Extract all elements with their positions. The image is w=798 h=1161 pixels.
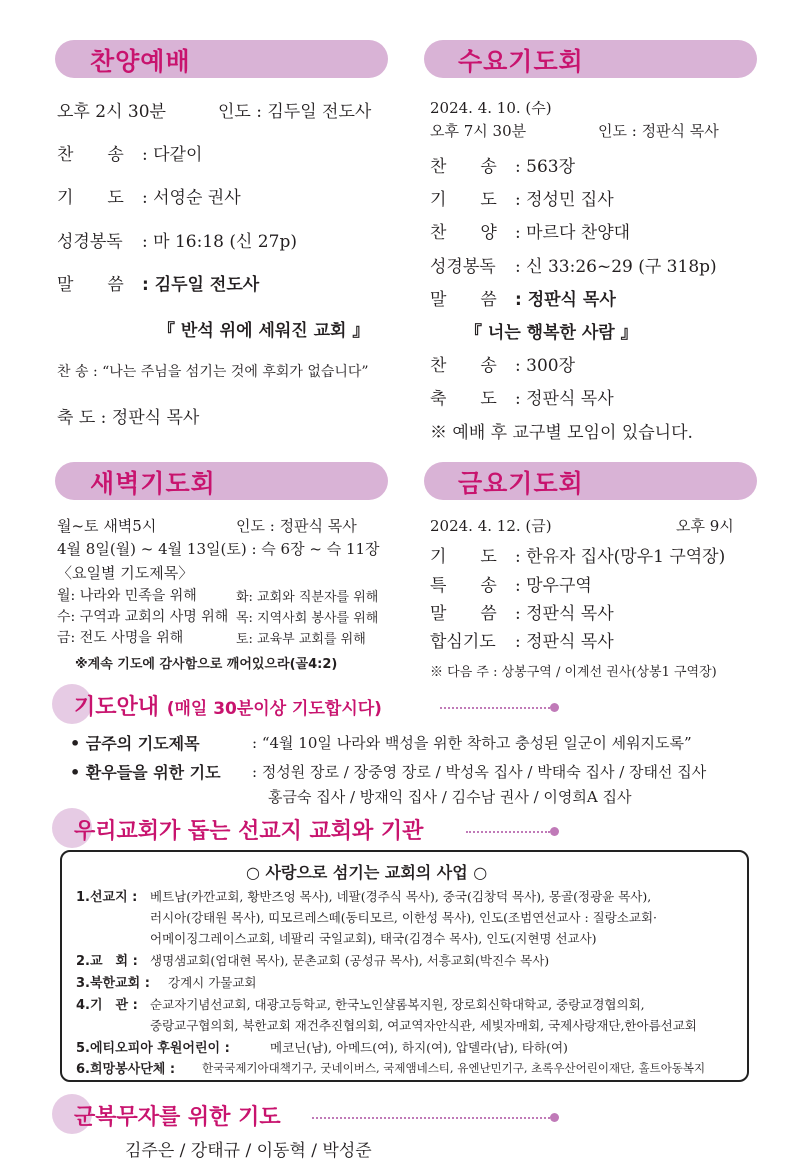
wednesday-row-label: 기 도 — [430, 190, 497, 210]
dawn-leader: 인도 : 정판식 목사 — [236, 517, 357, 535]
wednesday-row-value: : 정판식 목사 — [515, 389, 614, 409]
mission-item-line: 강계시 가물교회 — [168, 975, 257, 990]
wednesday-row-label: 찬 양 — [430, 223, 497, 243]
dawn-topic: 월: 나라와 민족을 위해 — [57, 588, 197, 604]
prayer-topic-value: : “4월 10일 나라와 백성을 위한 착하고 충성된 일군이 세워지도록” — [252, 734, 692, 752]
wednesday-date: 2024. 4. 10. (수) — [430, 99, 552, 117]
dawn-verse: ※계속 기도에 감사함으로 깨어있으라(골4:2) — [75, 657, 338, 672]
mission-item-line: 어메이징그레이스교회, 네팔리 국일교회), 태국(김경수 목사), 인도(지현명 선교사) — [150, 931, 597, 946]
sunday-preacher: : 김두일 전도사 — [142, 275, 260, 295]
wednesday-row-value: : 300장 — [515, 356, 576, 376]
mission-item-label: 5.에티오피아 후원어린이 : — [76, 1041, 230, 1056]
friday-date: 2024. 4. 12. (금) — [430, 517, 552, 535]
sunday-row-value: : 다같이 — [142, 145, 203, 165]
wednesday-row-label: 성경봉독 — [430, 257, 496, 277]
wednesday-row-value: : 마르다 찬양대 — [515, 223, 631, 243]
mission-item-line: 생명샘교회(엄대현 목사), 문촌교회 (공성규 목사), 서흥교회(박진수 목사) — [150, 953, 550, 968]
prayer-heading-sub: (매일 30분이상 기도합시다) — [166, 699, 382, 719]
sunday-row-value: : 서영순 권사 — [142, 188, 241, 208]
sunday-hymn: 찬 송 : “나는 주님을 섬기는 것에 후회가 없습니다” — [57, 364, 369, 380]
friday-row-value: : 한유자 집사(망우1 구역장) — [515, 547, 726, 567]
friday-title: 금요기도회 — [458, 469, 584, 498]
mission-box-title: ○ 사랑으로 섬기는 교회의 사업 ○ — [246, 863, 488, 882]
sunday-sermon-title: 『 반석 위에 세워진 교회 』 — [158, 321, 370, 341]
sunday-time: 오후 2시 30분 — [57, 102, 166, 122]
military-dots — [312, 1117, 550, 1119]
mission-item-label: 6.희망봉사단체 : — [76, 1062, 176, 1077]
mission-item-line: 러시아(강태원 목사), 띠모르레스떼(동티모르, 이한성 목사), 인도(조범연선교사 : 질랑소교회· — [150, 910, 658, 925]
wednesday-row-label: 찬 송 — [430, 157, 497, 177]
wednesday-notice: ※ 예배 후 교구별 모임이 있습니다. — [430, 423, 693, 443]
dawn-topics-title: 〈요일별 기도제목〉 — [57, 564, 194, 582]
dawn-range: 4월 8일(월) ~ 4월 13일(토) : 슥 6장 ~ 슥 11장 — [57, 540, 380, 558]
dawn-topic: 금: 전도 사명을 위해 — [57, 630, 184, 646]
dawn-title: 새벽기도회 — [90, 469, 216, 498]
dawn-topic: 화: 교회와 직분자를 위해 — [236, 590, 379, 605]
mission-item-line: 한국국제기아대책기구, 굿네이버스, 국제앰네스티, 유엔난민기구, 초록우산어린이재단, 홀트아동복지 — [202, 1061, 706, 1075]
wednesday-row-value: : 563장 — [515, 157, 576, 177]
dawn-topic: 수: 구역과 교회의 사명 위해 — [57, 609, 229, 625]
wednesday-row-label: 축 도 — [430, 389, 497, 409]
wednesday-row-value: : 정성민 집사 — [515, 190, 614, 210]
mission-heading: 우리교회가 돕는 선교지 교회와 기관 — [74, 819, 424, 844]
dawn-topic: 토: 교육부 교회를 위해 — [236, 632, 366, 647]
sunday-row-label: 성경봉독 — [57, 232, 123, 252]
mission-dot-end — [550, 827, 559, 836]
sunday-row-label: 기 도 — [57, 188, 124, 208]
prayer-topic-label: • 금주의 기도제목 — [70, 734, 200, 753]
military-heading: 군복무자를 위한 기도 — [74, 1105, 281, 1130]
wednesday-leader: 인도 : 정판식 목사 — [598, 122, 719, 140]
friday-row-value: : 망우구역 — [515, 576, 592, 596]
wednesday-title: 수요기도회 — [458, 47, 584, 76]
mission-item-line: 베트남(카깐교회, 황반즈엉 목사), 네팔(경주식 목사), 중국(김창덕 목사), 몽골(정광윤 목사), — [150, 889, 652, 904]
prayer-patients-label: • 환우들을 위한 기도 — [70, 763, 221, 782]
mission-item-line: 중랑교구협의회, 북한교회 재건추진협의회, 여교역자안식관, 세빛자매회, 국제사랑재단,한아름선교회 — [150, 1018, 697, 1033]
prayer-dot-end — [550, 703, 559, 712]
wednesday-time: 오후 7시 30분 — [430, 122, 527, 140]
mission-item-line: 메코닌(남), 아메드(여), 하지(여), 압델라(남), 타하(여) — [270, 1040, 568, 1055]
mission-item-label: 2.교 회 : — [76, 954, 138, 969]
friday-row-value: : 정판식 목사 — [515, 604, 614, 624]
mission-dots — [466, 831, 550, 833]
friday-row-label: 합심기도 — [430, 632, 496, 652]
dawn-days: 월~토 새벽5시 — [57, 517, 157, 535]
sunday-leader: 인도 : 김두일 전도사 — [218, 102, 372, 122]
dawn-topic: 목: 지역사회 봉사를 위해 — [236, 611, 379, 626]
friday-row-label: 말 씀 — [430, 604, 497, 624]
friday-time: 오후 9시 — [676, 517, 734, 535]
friday-row-label: 기 도 — [430, 547, 497, 567]
mission-item-label: 4.기 관 : — [76, 998, 138, 1013]
prayer-heading-main: 기도안내 — [74, 695, 160, 720]
prayer-patients-line1: : 정성원 장로 / 장중영 장로 / 박성옥 집사 / 박태숙 집사 / 장태선 집사 — [252, 763, 707, 781]
military-dot-end — [550, 1113, 559, 1122]
mission-item-label: 3.북한교회 : — [76, 976, 150, 991]
friday-next: ※ 다음 주 : 상봉구역 / 이계선 권사(상봉1 구역장) — [430, 665, 717, 680]
sunday-title: 찬양예배 — [90, 47, 191, 76]
wednesday-sermon-title: 『 너는 행복한 사람 』 — [465, 323, 638, 343]
friday-row-value: : 정판식 목사 — [515, 632, 614, 652]
sunday-benediction: 축 도 : 정판식 목사 — [57, 408, 200, 428]
sunday-row-label: 찬 송 — [57, 145, 124, 165]
mission-item-label: 1.선교지 : — [76, 890, 138, 905]
prayer-heading — [74, 690, 382, 721]
mission-item-line: 순교자기념선교회, 대광고등학교, 한국노인샬롬복지원, 장로회신학대학교, 중랑교경협의회, — [150, 997, 645, 1012]
prayer-patients-line2: 홍금숙 집사 / 방재익 집사 / 김수남 권사 / 이영희A 집사 — [268, 788, 632, 806]
sunday-row-label: 말 씀 — [57, 275, 124, 295]
wednesday-preacher: : 정판식 목사 — [515, 290, 616, 310]
military-names: 김주은 / 강태규 / 이동혁 / 박성준 — [125, 1141, 372, 1161]
wednesday-row-label: 말 씀 — [430, 290, 497, 310]
wednesday-row-value: : 신 33:26~29 (구 318p) — [515, 257, 717, 277]
prayer-dots — [440, 707, 550, 709]
friday-row-label: 특 송 — [430, 576, 497, 596]
wednesday-row-label: 찬 송 — [430, 356, 497, 376]
sunday-row-value: : 마 16:18 (신 27p) — [142, 232, 297, 252]
